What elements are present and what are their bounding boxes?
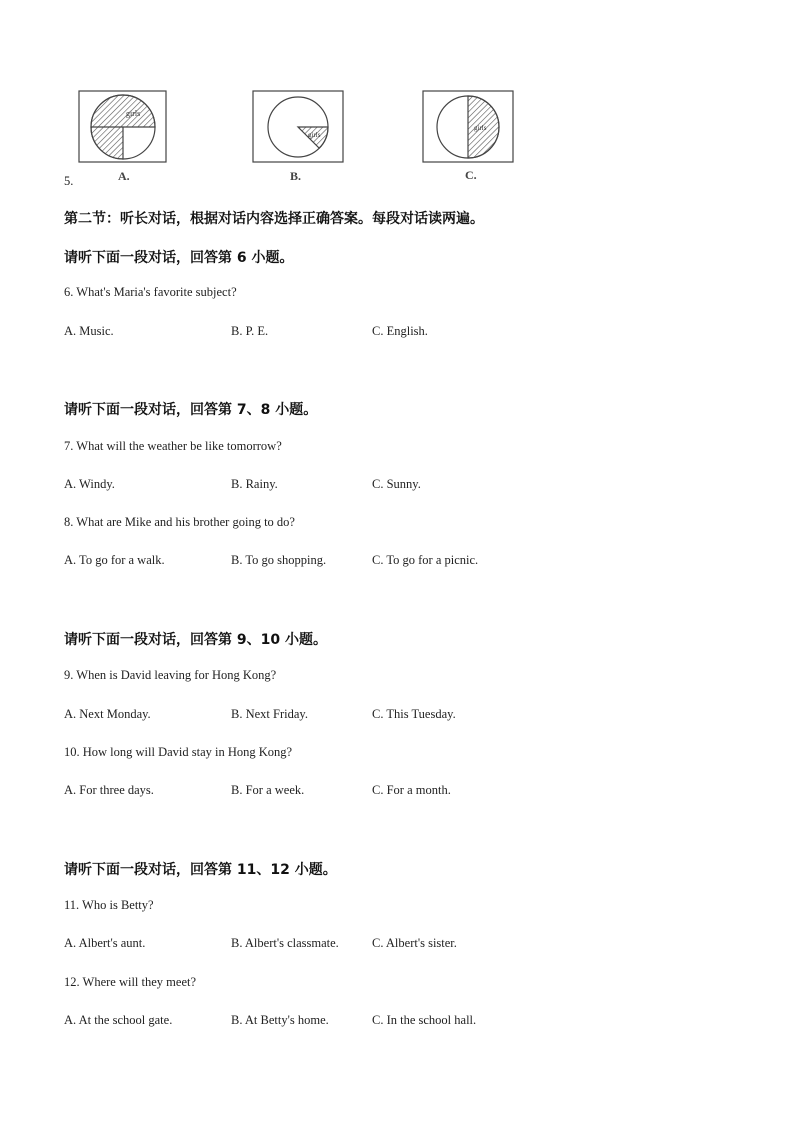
option-a[interactable]: A. At the school gate. [64, 1013, 173, 1027]
group-heading: 请听下面一段对话，回答第 9、10 小题。 [64, 632, 327, 648]
option-b[interactable]: B. Rainy. [231, 477, 278, 491]
option-c[interactable]: C. This Tuesday. [372, 707, 456, 721]
question-text: 6. What's Maria's favorite subject? [64, 285, 237, 299]
option-b[interactable]: B. At Betty's home. [231, 1013, 329, 1027]
option-a[interactable]: A. Windy. [64, 477, 115, 491]
pie-chart-b [252, 90, 345, 164]
group-heading: 请听下面一段对话，回答第 11、12 小题。 [64, 862, 337, 878]
option-c[interactable]: C. Albert's sister. [372, 936, 457, 950]
question-text: 9. When is David leaving for Hong Kong? [64, 668, 277, 682]
figure-caption-b: B. [290, 169, 302, 183]
group-heading: 请听下面一段对话，回答第 6 小题。 [64, 250, 294, 266]
question-text: 8. What are Mike and his brother going to do? [64, 515, 295, 529]
figure-a [78, 90, 168, 164]
option-a[interactable]: A. Next Monday. [64, 707, 151, 721]
option-c[interactable]: C. Sunny. [372, 477, 421, 491]
option-a[interactable]: A. Albert's aunt. [64, 936, 146, 950]
figure-caption-c: C. [465, 168, 477, 182]
option-b[interactable]: B. Albert's classmate. [231, 936, 339, 950]
figure-b [252, 90, 345, 164]
figure-caption-a: A. [118, 169, 130, 183]
section-heading: 第二节：听长对话，根据对话内容选择正确答案。每段对话读两遍。 [64, 211, 484, 227]
question-text: 10. How long will David stay in Hong Kong? [64, 745, 293, 759]
option-a[interactable]: A. To go for a walk. [64, 553, 165, 567]
question-text: 11. Who is Betty? [64, 898, 154, 912]
option-b[interactable]: B. P. E. [231, 324, 269, 338]
option-c[interactable]: C. To go for a picnic. [372, 553, 479, 567]
option-b[interactable]: B. To go shopping. [231, 553, 327, 567]
question-5-number: 5. [64, 174, 74, 188]
option-a[interactable]: A. Music. [64, 324, 114, 338]
pie-chart-c [422, 90, 515, 164]
option-b[interactable]: B. Next Friday. [231, 707, 308, 721]
pie-chart-a [78, 90, 168, 164]
question-text: 12. Where will they meet? [64, 975, 197, 989]
slice-label: girls [308, 131, 321, 139]
option-c[interactable]: C. English. [372, 324, 428, 338]
question-text: 7. What will the weather be like tomorrow? [64, 439, 282, 453]
slice-label: girls [126, 109, 141, 118]
option-b[interactable]: B. For a week. [231, 783, 305, 797]
option-c[interactable]: C. In the school hall. [372, 1013, 477, 1027]
option-c[interactable]: C. For a month. [372, 783, 451, 797]
figure-c [422, 90, 515, 164]
group-heading: 请听下面一段对话，回答第 7、8 小题。 [64, 402, 318, 418]
option-a[interactable]: A. For three days. [64, 783, 154, 797]
slice-label: girls [474, 124, 487, 132]
